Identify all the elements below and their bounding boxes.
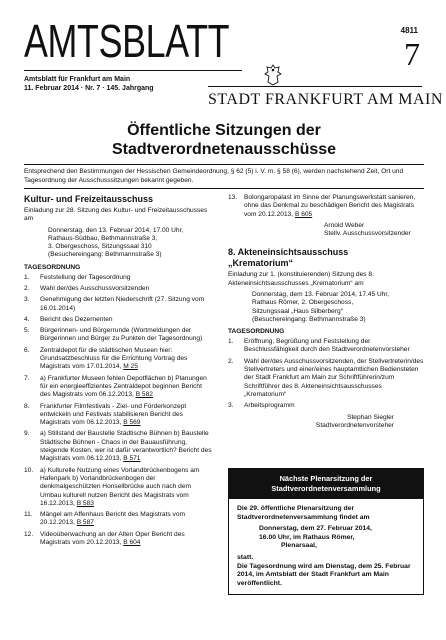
agenda-label: TAGESORDNUNG xyxy=(24,263,81,271)
city-rule xyxy=(208,86,422,87)
agenda-item-text xyxy=(244,402,424,410)
headline-line-1: Öffentliche Sitzungen der xyxy=(127,122,321,139)
notice-header-line-1: Nächste Plenarsitzung der xyxy=(279,474,373,483)
section-rule xyxy=(24,188,424,189)
agenda-item-number: 6. xyxy=(24,346,30,354)
agenda-item xyxy=(24,316,214,324)
agenda-item-number: 2. xyxy=(24,284,30,292)
agenda-item xyxy=(24,375,214,400)
publication-date-line: 11. Februar 2014 · Nr. 7 · 145. Jahrgang xyxy=(24,85,154,92)
agenda-item-number: 13. xyxy=(228,194,238,201)
agenda-item-number: 12. xyxy=(24,530,34,538)
agenda-item xyxy=(24,347,214,372)
meeting-details xyxy=(228,291,424,324)
agenda-item-body: Mängel am Affenhaus Bericht des Magistrats vom 20.12.2013, xyxy=(40,511,186,527)
notice-header-line-2: Stadtverordnetenversammlung xyxy=(271,484,381,493)
agenda-item-text xyxy=(40,347,214,372)
agenda-item-text xyxy=(40,274,214,282)
notice-statt: statt. xyxy=(237,553,254,561)
agenda-item-number: 8. xyxy=(24,402,30,410)
agenda-item-body: Frankfurter Filmfestivals - Ziel- und Förderkonzept entwickeln und Festivals stabilisieren Bericht des Magistrats vom 06.12.2013, xyxy=(40,402,187,427)
issue-big-number: 7 xyxy=(404,36,420,72)
agenda-item-ref[interactable]: B 583 xyxy=(76,499,94,507)
agenda-item-body: Feststellung der Tagesordnung xyxy=(40,273,131,281)
agenda-item-text xyxy=(40,327,214,344)
agenda-item-text xyxy=(40,316,214,324)
agenda-item-number: 11. xyxy=(24,511,33,519)
agenda-item xyxy=(228,402,424,410)
eagle-crest-icon xyxy=(264,64,282,86)
agenda-item xyxy=(24,467,214,508)
city-name: STADT FRANKFURT AM MAIN xyxy=(208,91,443,108)
notice-date: Donnerstag, dem 27. Februar 2014, xyxy=(259,525,372,533)
agenda-item-number: 3. xyxy=(24,296,30,304)
agenda-list xyxy=(228,338,424,410)
agenda-item-body: Bolongaropalast im Sinne der Planungswerkstatt sanieren, ohne das Denkmal zu beschädigen Bericht des Magistrats vom 20.12.2013, xyxy=(244,194,416,218)
agenda-item-text xyxy=(40,403,214,428)
agenda-item-text xyxy=(40,296,214,313)
agenda-item xyxy=(228,338,424,355)
agenda-item-number: 10. xyxy=(24,466,34,474)
agenda-item-text xyxy=(244,338,424,355)
notice-agenda-info: Die Tagesordnung wird am Dienstag, dem 25. Februar 2014, im Amtsblatt der Stadt Frankfurt am Main veröffentlicht. xyxy=(237,562,411,587)
agenda-item-number: 2. xyxy=(228,357,234,365)
signature-2 xyxy=(228,414,424,431)
agenda-item-body: Eröffnung, Begrüßung und Feststellung der Beschlussfähigkeit durch den Stadtverordnetenvorsteher xyxy=(244,338,410,354)
agenda-item-number: 3. xyxy=(228,402,234,410)
agenda-item-number: 9. xyxy=(24,430,30,438)
agenda-item xyxy=(24,531,214,548)
agenda-item-number: 4. xyxy=(24,315,30,323)
agenda-item-text xyxy=(244,194,424,219)
agenda-item-text xyxy=(244,358,424,399)
meeting-place: Rathaus-Südbau, Bethmannstraße 3, xyxy=(48,234,158,242)
agenda-item-body: Zentraldepot für die städtischen Museen hier: Grundsatzbeschluss für die Errichtung Vortrag des Magistrats vom 17.01.2014, xyxy=(40,346,188,371)
agenda-item-ref[interactable]: B 582 xyxy=(135,391,153,399)
right-column xyxy=(228,194,424,430)
agenda-item xyxy=(24,430,214,463)
invite-text: Einladung zur 1. (konstituierenden) Sitzung des 8. Akteneinsichtsausschusses „Krematorium“ am xyxy=(228,271,374,287)
intro-text: Entsprechend den Bestimmungen der Hessischen Gemeindeordnung, § 62 (5) i. V. m. § 58 (6), werden nachstehend Zeit, Ort und Tagesordnung der Ausschusssitzungen bekannt gegeben. xyxy=(24,168,404,184)
section-heading-kultur: Kultur- und Freizeitausschuss xyxy=(24,194,154,204)
agenda-item-number: 7. xyxy=(24,374,30,382)
heading-line-2: „Krematorium“ xyxy=(228,258,294,269)
agenda-item xyxy=(24,403,214,428)
agenda-item-number: 1. xyxy=(24,273,30,281)
agenda-item-ref[interactable]: B 569 xyxy=(123,419,141,427)
publication-subtitle: Amtsblatt für Frankfurt am Main xyxy=(24,76,131,83)
signature-name: Stephan Siegler xyxy=(347,413,394,421)
agenda-item-body: a) Stillstand der Baustelle Städtische Bühnen b) Baustelle Städtische Bühnen - Chaos in der Bauausführung, steigende Kosten, wer ist dafür verantwortlich? Bericht des Magistrats vom 06.12.2013, xyxy=(40,430,212,463)
notice-body xyxy=(229,499,423,594)
title-rule xyxy=(24,70,242,71)
agenda-item-body: a) Kulturelle Nutzung eines Vorlandbrückenbogens am Hafenpark b) Vorlandbrückenbogen der denkmalgeschützten Honsellbrücke auch nach dem Umbau kulturell nutzen Bericht des Magistrats vom 16.12.2013, xyxy=(40,466,200,507)
agenda-item-ref[interactable]: B 604 xyxy=(123,539,141,546)
agenda-item-body: Arbeitsprogramm xyxy=(244,402,295,410)
top-rule xyxy=(24,164,424,165)
meeting-room: 3. Obergeschoss, Sitzungssaal 310 xyxy=(48,243,152,251)
agenda-item-text xyxy=(40,285,214,293)
heading-line-1: 8. Akteneinsichtsausschuss xyxy=(228,247,349,258)
headline-line-2: Stadtverordnetenausschüsse xyxy=(111,141,337,158)
meeting-details xyxy=(24,227,214,260)
agenda-item-text xyxy=(40,511,214,528)
notice-room: Plenarsaal, xyxy=(281,542,317,550)
signature-name: Arnold Weber xyxy=(324,221,365,229)
agenda-item-ref[interactable]: B 571 xyxy=(123,455,141,463)
agenda-item-body: a) Frankfurter Museen fehlen Depotflächen b) Planungen für ein energieeffizientes Zentraldepot beginnen Bericht des Magistrats vom 06.12.2013, xyxy=(40,374,207,399)
notice-place: 16.00 Uhr, im Rathaus Römer, xyxy=(259,533,355,541)
meeting-room: Sitzungssaal „Haus Silberberg“ xyxy=(252,307,343,315)
agenda-item-ref[interactable]: M 25 xyxy=(123,363,138,371)
agenda-item-text xyxy=(40,531,214,548)
section-heading-krematorium xyxy=(228,247,424,269)
meeting-date: Donnerstag, den 13. Februar 2014, 17.00 Uhr, xyxy=(48,226,184,234)
agenda-item-ref[interactable]: B 587 xyxy=(76,519,94,527)
agenda-item-body: Bürgerinnen- und Bürgerrunde (Wortmeldungen der Bürgerinnen und Bürger zu Punkten der Tagesordnung) xyxy=(40,327,203,343)
agenda-label: TAGESORDNUNG xyxy=(228,328,285,336)
meeting-date: Donnerstag, dem 13. Februar 2014, 17.45 Uhr, xyxy=(252,291,390,299)
agenda-item-number: 1. xyxy=(228,338,234,346)
agenda-list xyxy=(24,274,214,548)
signature-1 xyxy=(228,222,424,239)
agenda-item-body: Videoüberwachung an der Alten Oper Bericht des Magistrats vom 20.12.2013, xyxy=(40,530,185,546)
signature-role: Stellv. Ausschussvorsitzender xyxy=(324,230,411,238)
publication-title: AMTSBLATT xyxy=(24,15,230,67)
agenda-item-text xyxy=(40,467,214,508)
agenda-item-body: Wahl der/des Ausschussvorsitzenden, der Stellvertreterin/des Stellvertreters und einer/eines hauptamtlichen Bediensteten der Stadt Frankfurt am Main zur Schriftführerin/zum Schriftführer des 8. Akteneinsichtsausschusses „Krematorium“ xyxy=(244,357,424,398)
masthead xyxy=(24,15,443,108)
meeting-place: Rathaus Römer, 2. Obergeschoss, xyxy=(252,299,354,307)
agenda-item xyxy=(228,194,424,219)
agenda-item-body: Genehmigung der letzten Niederschrift (27. Sitzung vom 16.01.2014) xyxy=(40,296,205,312)
agenda-item xyxy=(24,274,214,282)
agenda-item-body: Wahl der/des Ausschussvorsitzenden xyxy=(40,284,150,292)
agenda-item-text xyxy=(40,430,214,463)
agenda-item xyxy=(24,511,214,528)
agenda-item-ref[interactable]: B 605 xyxy=(294,210,313,218)
meeting-entrance: (Besuchereingang: Bethmannstraße 3) xyxy=(48,251,162,259)
page-headline xyxy=(24,121,424,159)
notice-text: Die 29. öffentliche Plenarsitzung der Stadtverordnetenversammlung findet am xyxy=(237,505,370,521)
issue-number: 4811 xyxy=(400,26,418,35)
notice-header xyxy=(229,469,423,499)
agenda-item-text xyxy=(40,375,214,400)
agenda-item xyxy=(228,358,424,399)
meeting-entrance: (Besuchereingang: Bethmannstraße 3) xyxy=(252,315,366,323)
agenda-item-number: 5. xyxy=(24,327,30,335)
agenda-item xyxy=(24,327,214,344)
signature-role: Stadtverordnetenvorsteher xyxy=(315,421,394,429)
agenda-item-body: Bericht des Dezernenten xyxy=(40,315,113,323)
left-column xyxy=(24,194,214,550)
invite-text: Einladung zur 28. Sitzung des Kultur- und Freizeitausschusses am xyxy=(24,207,208,223)
agenda-item xyxy=(24,285,214,293)
agenda-item xyxy=(24,296,214,313)
plenary-notice-box xyxy=(228,468,424,595)
